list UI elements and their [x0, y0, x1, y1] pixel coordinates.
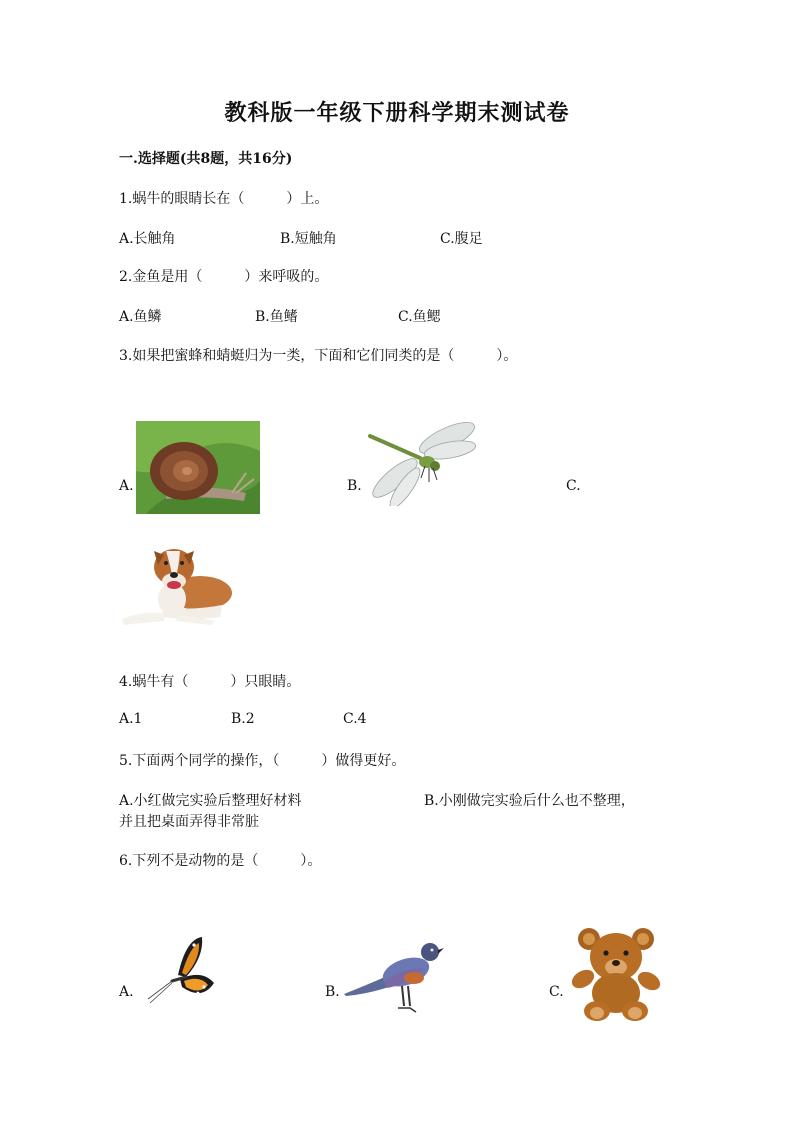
teddy-bear-icon	[567, 925, 663, 1022]
butterfly-image	[142, 933, 218, 1009]
q6-option-c: C.	[549, 984, 564, 1000]
q4-option-c: C.4	[343, 711, 367, 727]
bird-image	[344, 938, 444, 1020]
q3-option-a: A.	[119, 478, 134, 494]
question-1: 1.蜗牛的眼睛长在（ ）上。	[119, 191, 329, 207]
q4-option-a: A.1	[119, 711, 143, 727]
snail-image	[136, 421, 260, 514]
q5-option-b-continued: 并且把桌面弄得非常脏	[119, 814, 259, 830]
q2-option-b: B.鱼鳍	[255, 309, 298, 325]
q5-option-a: A.小红做完实验后整理好材料	[119, 793, 302, 809]
q2-option-c: C.鱼鳃	[398, 309, 441, 325]
q6-option-a: A.	[119, 984, 134, 1000]
q5-option-b: B.小刚做完实验后什么也不整理，	[424, 793, 635, 809]
q3-option-c: C.	[566, 478, 581, 494]
q1-option-c: C.腹足	[440, 231, 483, 247]
snail-icon	[136, 421, 260, 514]
section-heading: 一.选择题(共8题，共16分)	[119, 151, 293, 167]
question-6: 6.下列不是动物的是（ ）。	[119, 853, 322, 869]
q3-option-b: B.	[347, 478, 362, 494]
butterfly-icon	[142, 933, 218, 1009]
page-title: 教科版一年级下册科学期末测试卷	[224, 100, 570, 126]
dragonfly-icon	[365, 418, 480, 506]
q4-option-b: B.2	[231, 711, 255, 727]
dog-icon	[122, 537, 235, 627]
q6-option-b: B.	[325, 984, 340, 1000]
question-3: 3.如果把蜜蜂和蜻蜓归为一类，下面和它们同类的是（ ）。	[119, 348, 518, 364]
q2-option-a: A.鱼鳞	[119, 309, 162, 325]
dog-image	[122, 537, 235, 627]
q1-option-b: B.短触角	[280, 231, 337, 247]
q1-option-a: A.长触角	[119, 231, 176, 247]
dragonfly-image	[365, 418, 480, 506]
question-5: 5.下面两个同学的操作，（ ）做得更好。	[119, 753, 406, 769]
question-2: 2.金鱼是用（ ）来呼吸的。	[119, 269, 329, 285]
bird-icon	[344, 938, 444, 1020]
teddy-bear-image	[567, 925, 663, 1022]
question-4: 4.蜗牛有（ ）只眼睛。	[119, 674, 301, 690]
